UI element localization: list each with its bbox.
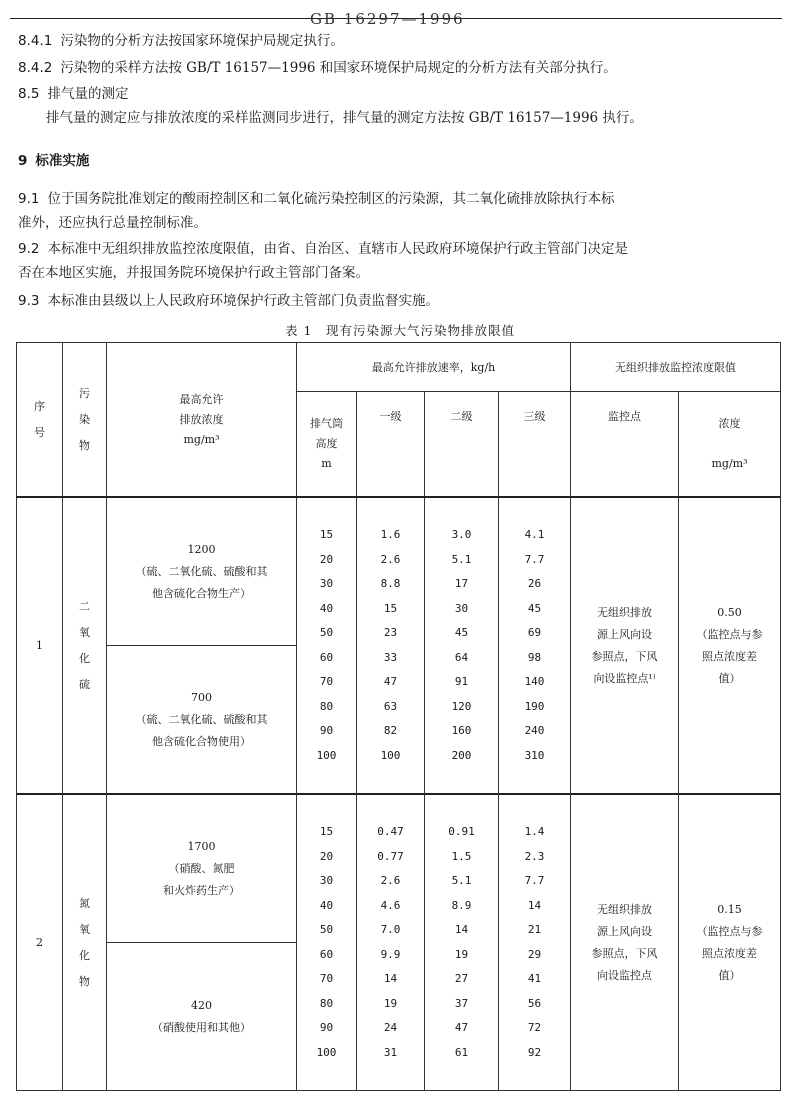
cell-line: 100 (316, 748, 337, 762)
cell-line: 4.1 (524, 528, 545, 541)
conc-desc: 和火炸药生产） (163, 883, 240, 897)
cell-line: 40 (319, 898, 334, 912)
cell-line: 8.9 (451, 898, 472, 912)
row2-monitor-point (571, 794, 679, 1091)
cell-line: 50 (319, 626, 334, 639)
cell-line: 7.7 (524, 552, 545, 566)
cell-line: 20 (319, 849, 334, 863)
cell-line: 45 (527, 601, 542, 615)
header-pollutant (63, 343, 107, 498)
row2-heights (297, 794, 357, 1091)
table-row (17, 794, 781, 943)
cell-line: 8.8 (380, 577, 401, 590)
cell-line: 无组织排放 (597, 605, 652, 619)
cell-line: 50 (319, 923, 334, 936)
table-row (17, 497, 781, 646)
cell-line: 70 (319, 675, 334, 688)
conc-desc: （硫、二氧化硫、硫酸和其 (135, 712, 268, 726)
row1-seq: 1 (17, 497, 63, 794)
header-max-conc-unit: mg/m³ (183, 432, 220, 446)
row1-heights (297, 497, 357, 794)
standard-number: GB 16297—1996 (310, 10, 465, 28)
cell-line: 参照点，下风 (591, 649, 658, 663)
cell-line: 参照点，下风 (591, 946, 658, 960)
cell-line: 23 (383, 626, 398, 639)
row2-grade1 (357, 794, 425, 1091)
vertical-char: 氧 (79, 625, 90, 639)
paragraph-9-1-line1 (18, 188, 614, 210)
cell-line: 90 (319, 724, 334, 737)
row1-group2-conc (107, 646, 297, 795)
cell-line: 0.50 (717, 605, 742, 619)
cell-line: 源上风向设 (597, 924, 652, 938)
row1-group1-conc (107, 497, 297, 646)
cell-line: 27 (454, 972, 469, 985)
cell-line: 240 (524, 724, 545, 737)
cell-line: 2.6 (380, 552, 401, 566)
cell-line: 19 (383, 996, 398, 1010)
emission-limits-table (16, 342, 781, 1091)
header-seq (17, 343, 63, 498)
cell-line: 29 (527, 947, 542, 961)
conc-desc: （硝酸使用和其他） (152, 1020, 251, 1034)
conc-desc: （硝酸、氮肥 (168, 861, 235, 875)
paragraph-9-3 (18, 290, 439, 312)
cell-line: 2.6 (380, 874, 401, 887)
cell-line: 14 (383, 972, 398, 985)
paragraph-9-2-line1 (18, 238, 628, 260)
cell-line: 1.4 (524, 825, 545, 838)
conc-value: 700 (191, 690, 212, 704)
clause-text: 本标准由县级以上人民政府环境保护行政主管部门负责监督实施。 (47, 293, 439, 309)
cell-line: 120 (451, 699, 472, 713)
cell-line: 140 (524, 675, 545, 688)
cell-line: 80 (319, 996, 334, 1010)
cell-line: 60 (319, 947, 334, 961)
cell-line: 0.15 (717, 902, 742, 916)
cell-line: 1.6 (380, 528, 401, 541)
conc-value: 420 (191, 998, 212, 1012)
row1-grade1 (357, 497, 425, 794)
cell-line: 160 (451, 724, 472, 737)
row2-grade2 (425, 794, 499, 1091)
header-conc-spacer (679, 434, 780, 454)
vertical-char: 氮 (79, 896, 90, 910)
cell-line: 0.91 (448, 825, 475, 838)
clause-text: 污染物的采样方法按 GB/T 16157—1996 和国家环境保护局规定的分析方法有关部分执行。 (60, 60, 617, 76)
cell-line: 5.1 (451, 874, 472, 887)
row1-pollutant (63, 497, 107, 794)
conc-value: 1700 (187, 839, 216, 853)
vertical-char: 氧 (79, 922, 90, 936)
section-title: 标准实施 (35, 153, 90, 169)
cell-line: 60 (319, 650, 334, 664)
cell-line: 47 (454, 1021, 469, 1034)
cell-line: 41 (527, 972, 542, 985)
row2-seq: 2 (17, 794, 63, 1091)
row2-pollutant (63, 794, 107, 1091)
cell-line: 26 (527, 577, 542, 590)
row1-monitor-point (571, 497, 679, 794)
cell-line: 70 (319, 972, 334, 985)
cell-line: 7.0 (380, 923, 401, 936)
clause-text: 污染物的分析方法按国家环境保护局规定执行。 (60, 33, 344, 49)
cell-line: 值） (718, 671, 741, 685)
vertical-char: 物 (79, 974, 90, 988)
row2-grade3 (499, 794, 571, 1091)
cell-line: 90 (319, 1021, 334, 1034)
cell-line: 33 (383, 650, 398, 664)
clause-number: 8.5 (18, 86, 40, 102)
section-number: 9 (18, 153, 28, 169)
clause-number: 9.1 (18, 191, 40, 207)
header-unorganized-group: 无组织排放监控浓度限值 (571, 343, 781, 392)
cell-line: 17 (454, 577, 469, 590)
header-max-conc (107, 343, 297, 498)
cell-line: 30 (319, 577, 334, 590)
cell-line: 7.7 (524, 874, 545, 887)
paragraph-9-1-line2: 准外，还应执行总量控制标准。 (18, 215, 207, 231)
cell-line: 100 (316, 1045, 337, 1059)
heading-8-5 (18, 83, 128, 105)
conc-desc: （硫、二氧化硫、硫酸和其 (135, 564, 268, 578)
clause-number: 9.3 (18, 293, 40, 309)
cell-line: 15 (319, 825, 334, 838)
clause-number: 8.4.1 (18, 33, 53, 49)
cell-line: 100 (380, 748, 401, 762)
cell-line: （监控点与参 (696, 627, 763, 641)
cell-line: 91 (454, 675, 469, 688)
header-row-1 (17, 343, 781, 392)
table-caption: 表 1 现有污染源大气污染物排放限值 (285, 323, 515, 338)
header-max-conc-line2: 排放浓度 (179, 412, 224, 426)
header-max-conc-line1: 最高允许 (179, 392, 224, 406)
cell-line: 照点浓度差 (702, 649, 757, 663)
cell-line: 0.77 (377, 849, 404, 863)
cell-line: 37 (454, 996, 469, 1010)
cell-line: 15 (383, 601, 398, 615)
conc-value: 1200 (187, 542, 216, 556)
cell-line: 63 (383, 699, 398, 713)
row2-limit (679, 794, 781, 1091)
cell-line: 19 (454, 947, 469, 961)
cell-line: 3.0 (451, 528, 472, 541)
cell-line: 40 (319, 601, 334, 615)
cell-line: 82 (383, 724, 398, 737)
row1-grade3 (499, 497, 571, 794)
cell-line: 值） (718, 968, 741, 982)
vertical-char: 号 (34, 425, 45, 439)
clause-number: 8.4.2 (18, 60, 53, 76)
cell-line: 200 (451, 748, 472, 762)
cell-line: 15 (319, 528, 334, 541)
cell-line: 9.9 (380, 947, 401, 961)
paragraph-8-4-1 (18, 30, 344, 52)
cell-line: 20 (319, 552, 334, 566)
cell-line: （监控点与参 (696, 924, 763, 938)
cell-line: 72 (527, 1021, 542, 1034)
header-conc (679, 392, 781, 498)
header-rate-group: 最高允许排放速率，kg/h (297, 343, 571, 392)
paragraph-8-4-2 (18, 57, 617, 79)
cell-line: 14 (527, 898, 542, 912)
header-rule (10, 10, 782, 28)
header-monitor-point: 监控点 (571, 392, 679, 498)
cell-line: 190 (524, 699, 545, 713)
header-grade1: 一级 (357, 392, 425, 498)
row2-group1-conc (107, 794, 297, 943)
row2-group2-conc (107, 943, 297, 1091)
cell-line: 80 (319, 699, 334, 713)
header-conc-unit: mg/m³ (711, 457, 748, 470)
cell-line: 47 (383, 675, 398, 688)
cell-line: 69 (527, 626, 542, 639)
cell-line: 向设监控点 (597, 968, 652, 982)
header-grade2: 二级 (425, 392, 499, 498)
cell-line: 310 (524, 748, 545, 762)
cell-line: 无组织排放 (597, 902, 652, 916)
cell-line: 向设监控点¹⁾ (593, 671, 656, 685)
cell-line: 照点浓度差 (702, 946, 757, 960)
conc-desc: 他含硫化合物生产） (152, 586, 251, 600)
vertical-char: 序 (34, 399, 45, 413)
paragraph-8-5-body: 排气量的测定应与排放浓度的采样监测同步进行，排气量的测定方法按 GB/T 16157—1996 执行。 (46, 110, 643, 126)
cell-line: 5.1 (451, 552, 472, 566)
header-stack-height-line1: 排气筒 (310, 417, 343, 430)
conc-desc: 他含硫化合物使用） (152, 734, 251, 748)
row1-grade2 (425, 497, 499, 794)
header-stack-height-line2: 高度 (315, 437, 338, 450)
vertical-char: 二 (79, 599, 90, 613)
header-stack-height (297, 392, 357, 498)
section-heading-9 (18, 150, 89, 172)
clause-text: 本标准中无组织排放监控浓度限值，由省、自治区、直辖市人民政府环境保护行政主管部门决定是 (47, 241, 628, 257)
cell-line: 4.6 (380, 898, 401, 912)
cell-line: 45 (454, 626, 469, 639)
vertical-char: 化 (79, 651, 90, 665)
vertical-char: 化 (79, 948, 90, 962)
cell-line: 21 (527, 923, 542, 936)
cell-line: 30 (319, 874, 334, 887)
header-grade3: 三级 (499, 392, 571, 498)
cell-line: 31 (383, 1045, 398, 1059)
cell-line: 2.3 (524, 849, 545, 863)
cell-line: 14 (454, 923, 469, 936)
paragraph-9-2-line2: 否在本地区实施，并报国务院环境保护行政主管部门备案。 (18, 265, 369, 281)
cell-line: 61 (454, 1045, 469, 1059)
clause-text: 位于国务院批准划定的酸雨控制区和二氧化硫污染控制区的污染源，其二氧化硫排放除执行本标 (47, 191, 615, 207)
clause-number: 9.2 (18, 241, 40, 257)
row1-limit (679, 497, 781, 794)
cell-line: 56 (527, 996, 542, 1010)
cell-line: 1.5 (451, 849, 472, 863)
vertical-char: 物 (79, 438, 90, 452)
cell-line: 24 (383, 1021, 398, 1034)
vertical-char: 染 (79, 412, 90, 426)
cell-line: 92 (527, 1045, 542, 1059)
header-stack-height-unit: m (321, 457, 332, 470)
cell-line: 源上风向设 (597, 627, 652, 641)
cell-line: 0.47 (377, 825, 404, 838)
vertical-char: 硫 (79, 677, 90, 691)
cell-line: 30 (454, 601, 469, 615)
cell-line: 98 (527, 650, 542, 664)
cell-line: 64 (454, 650, 469, 664)
clause-text: 排气量的测定 (47, 86, 129, 102)
vertical-char: 污 (79, 386, 90, 400)
header-conc-label: 浓度 (718, 417, 741, 430)
